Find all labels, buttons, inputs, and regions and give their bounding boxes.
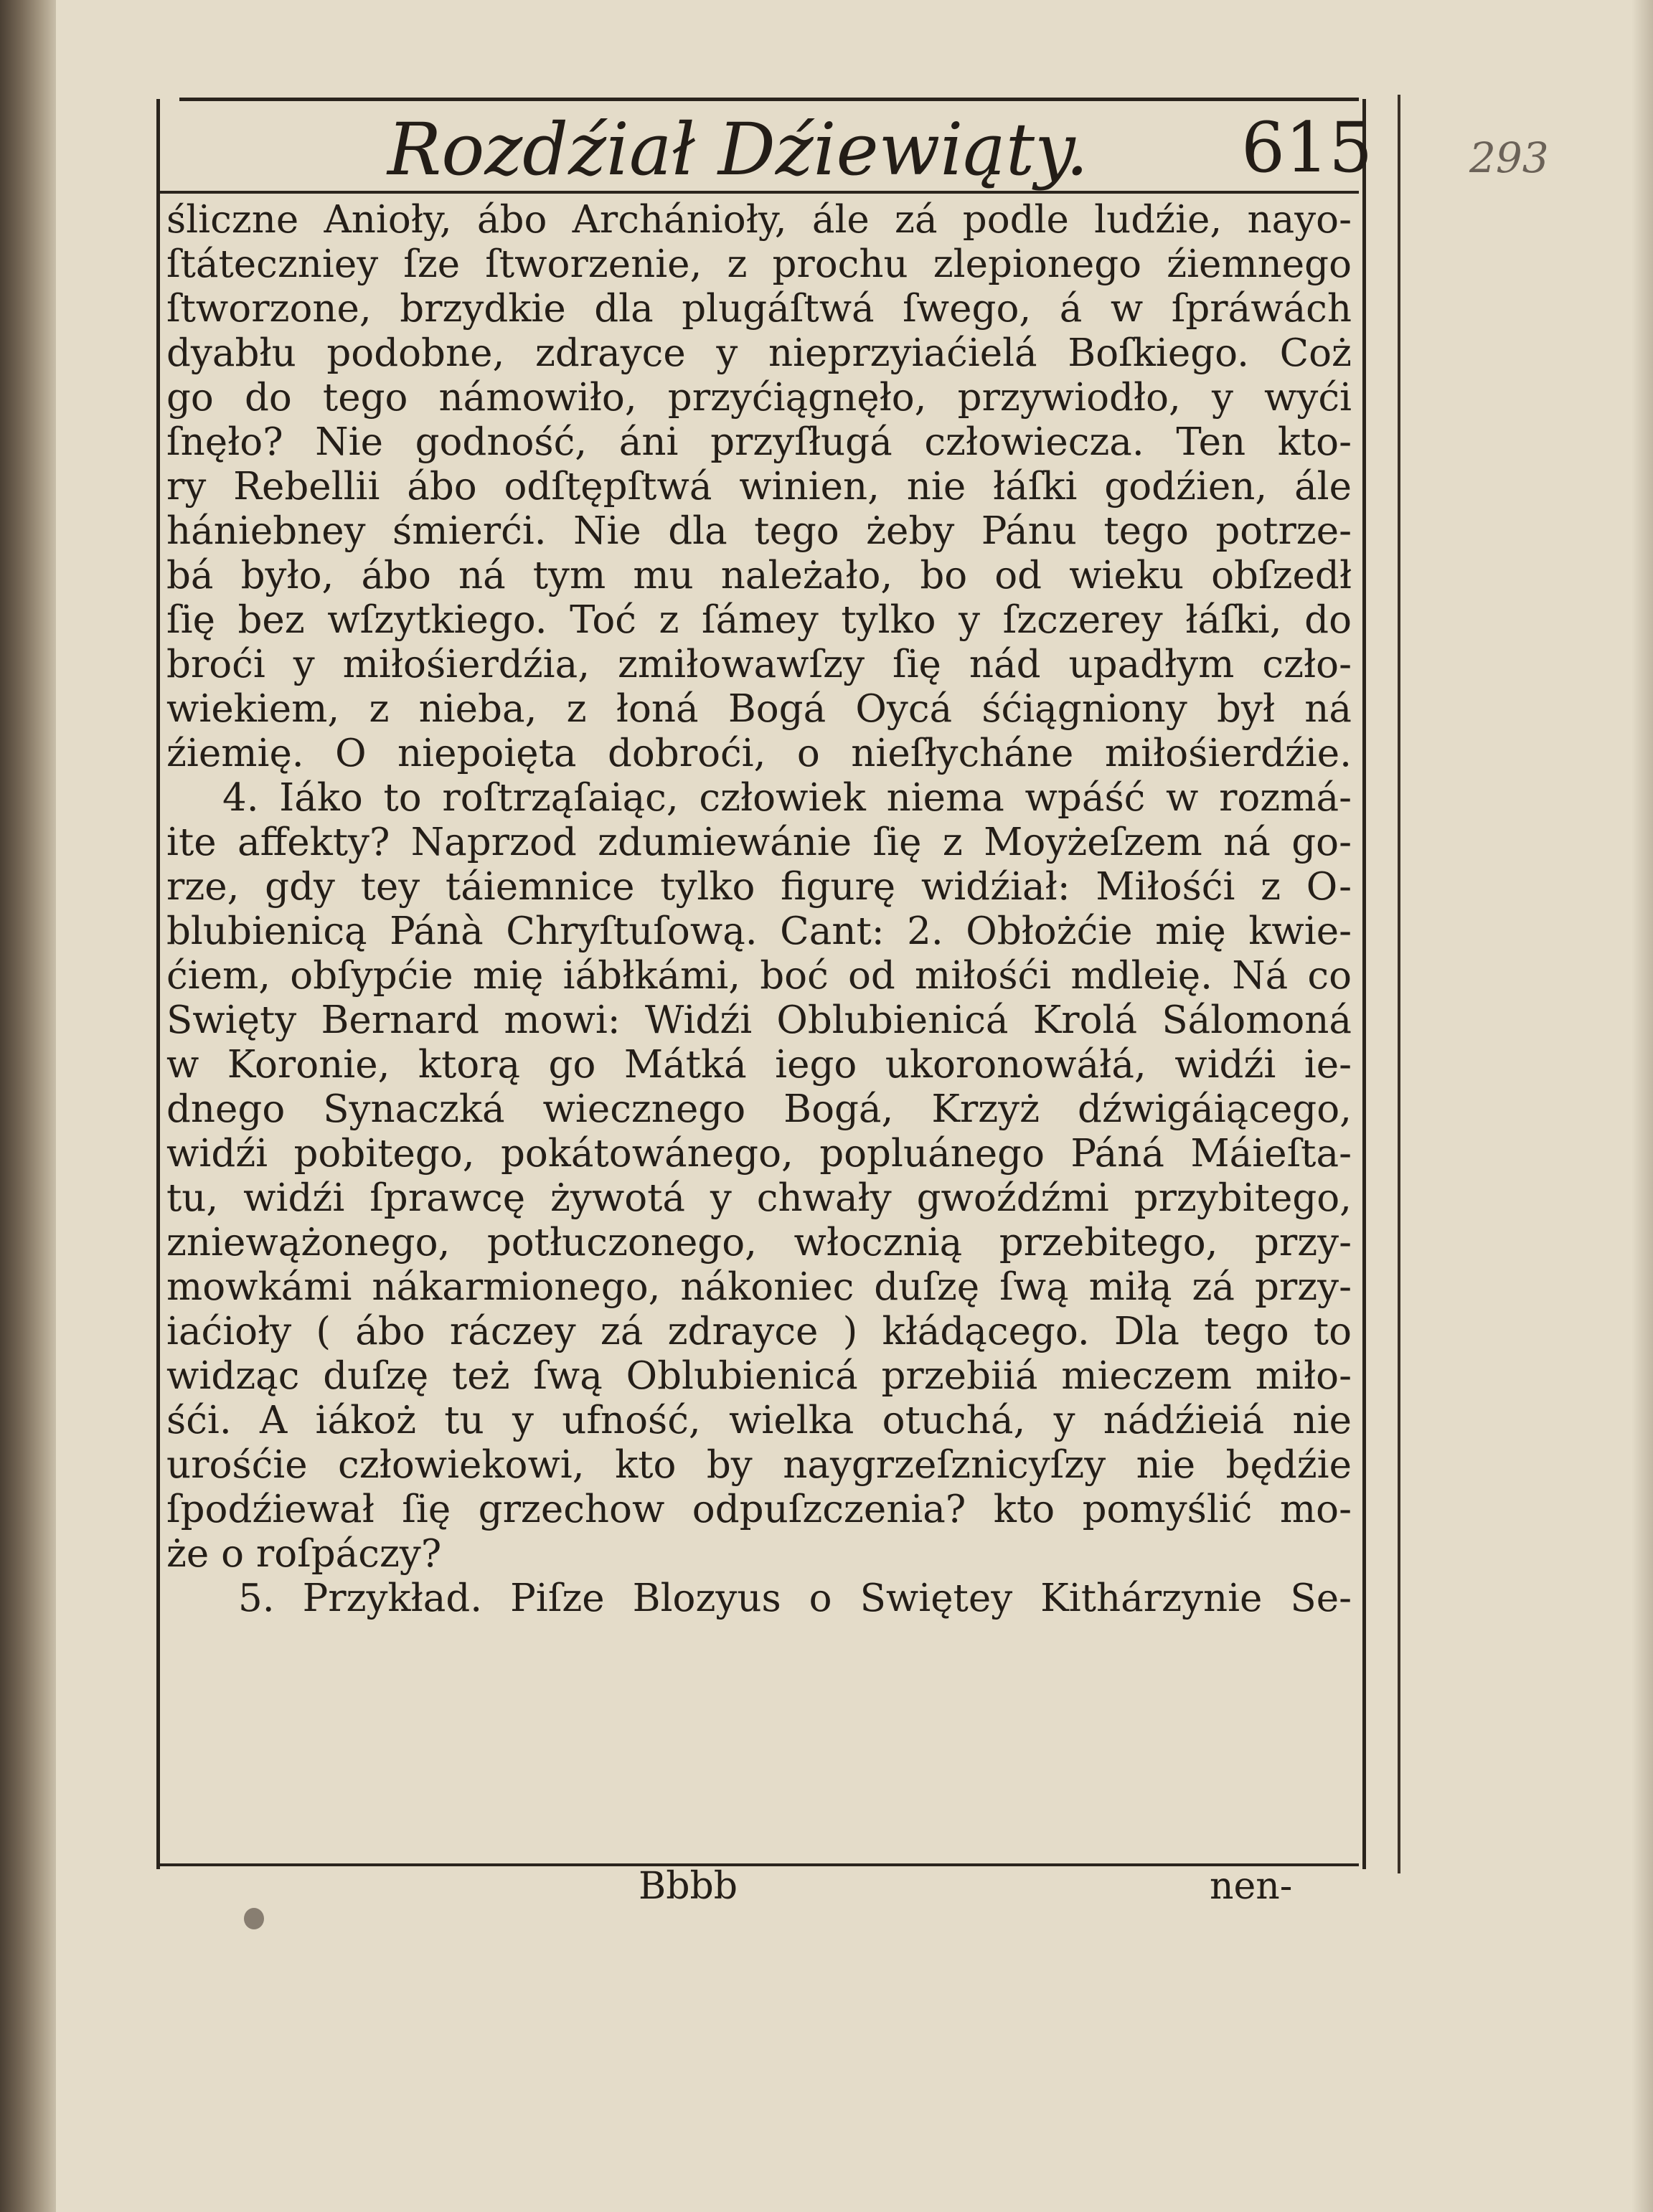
text-line: bá było, ábo ná tym mu należało, bo od wieku obſzedł (166, 554, 1352, 597)
running-head: Rozdźiał Dźiewiąty. (387, 108, 1089, 192)
handwritten-folio-number: 293 (1469, 133, 1549, 182)
text-line: ry Rebellii ábo odſtępſtwá winien, nie łáſki godźien, ále (166, 465, 1352, 509)
bottom-rule (156, 1863, 1359, 1866)
text-line: iaćioły ( ábo ráczey zá zdrayce ) kłádącego. Dla tego to (166, 1310, 1352, 1353)
text-line: urośćie człowiekowi, kto by naygrzeſznicyſzy nie będźie (166, 1443, 1352, 1487)
text-line: dyabłu podobne, zdrayce y nieprzyiaćielá Boſkiego. Coż (166, 331, 1352, 375)
text-line: ſnęło? Nie godność, áni przyſługá człowiecza. Ten kto- (166, 420, 1352, 464)
text-line: hániebney śmierći. Nie dla tego żeby Pánu tego potrze- (166, 509, 1352, 553)
text-line: rze, gdy tey táiemnice tylko figurę widźiał: Miłośći z O- (166, 865, 1352, 909)
text-line: broći y miłośierdźia, zmiłowawſzy ſię nád upadłym czło- (166, 643, 1352, 686)
text-line: mowkámi nákarmionego, nákoniec duſzę ſwą miłą zá przy- (166, 1265, 1352, 1309)
text-line: tu, widźi ſprawcę żywotá y chwały gwoźdźmi przybitego, (166, 1176, 1352, 1220)
text-line: ſpodźiewał ſię grzechow odpuſzczenia? kto pomyślić mo- (166, 1488, 1352, 1531)
text-line: wiekiem, z nieba, z łoná Bogá Oycá śćiągniony był ná (166, 687, 1352, 731)
text-line: ſtworzone, brzydkie dla plugáſtwá ſwego, á w ſpráwách (166, 287, 1352, 331)
text-line: śći. A iákoż tu y ufność, wielka otuchá, y nádźieiá nie (166, 1399, 1352, 1442)
text-line: Swięty Bernard mowi: Widźi Oblubienicá Krolá Sálomoná (166, 998, 1352, 1042)
text-line: blubienicą Pánà Chryſtuſową. Cant: 2. Obłożćie mię kwie- (166, 909, 1352, 953)
text-line: śliczne Anioły, ábo Archánioły, ále zá podle ludźie, nayo- (166, 198, 1352, 242)
text-line: 5. Przykład. Piſze Blozyus o Swiętey Kithárzynie Se- (238, 1577, 1352, 1620)
book-spine (0, 0, 56, 2212)
text-line: źiemię. O niepoięta dobroći, o nieſłycháne miłośierdźie. (166, 732, 1352, 775)
page-number: 615 (1241, 108, 1373, 188)
text-line: ſtáteczniey ſze ſtworzenie, z prochu zlepionego źiemnego (166, 242, 1352, 286)
text-line: w Koronie, ktorą go Mátká iego ukoronowáłá, widźi ie- (166, 1043, 1352, 1087)
text-line: widźi pobitego, pokátowánego, popluánego Páná Máieſta- (166, 1132, 1352, 1176)
text-line: dnego Synaczká wiecznego Bogá, Krzyż dźwigáiącego, (166, 1087, 1352, 1131)
text-line: go do tego námowiło, przyćiągnęło, przywiodło, y wyći (166, 376, 1352, 420)
catchword: nen- (1210, 1865, 1293, 1908)
ink-smudge (244, 1908, 264, 1929)
text-line: ćiem, obſypćie mię iábłkámi, boć od miłośći mdleię. Ná co (166, 954, 1352, 998)
text-line: ite affekty? Naprzod zdumiewánie ſię z Moyżeſzem ná go- (166, 821, 1352, 864)
signature-mark: Bbbb (639, 1865, 738, 1908)
text-line: 4. Iáko to roſtrząſaiąc, człowiek niema wpáść w rozmá- (222, 776, 1352, 820)
text-line: ſię bez wſzytkiego. Toć z ſámey tylko y ſzczerey łáſki, do (166, 598, 1352, 642)
text-line: że o roſpáczy? (166, 1532, 442, 1576)
text-line: zniewążonego, potłuczonego, włocznią przebitego, przy- (166, 1221, 1352, 1265)
text-line: widząc duſzę też ſwą Oblubienicá przebiiá mieczem miło- (166, 1354, 1352, 1398)
outer-margin-rule (1398, 95, 1400, 1873)
body-text (166, 198, 1352, 1621)
